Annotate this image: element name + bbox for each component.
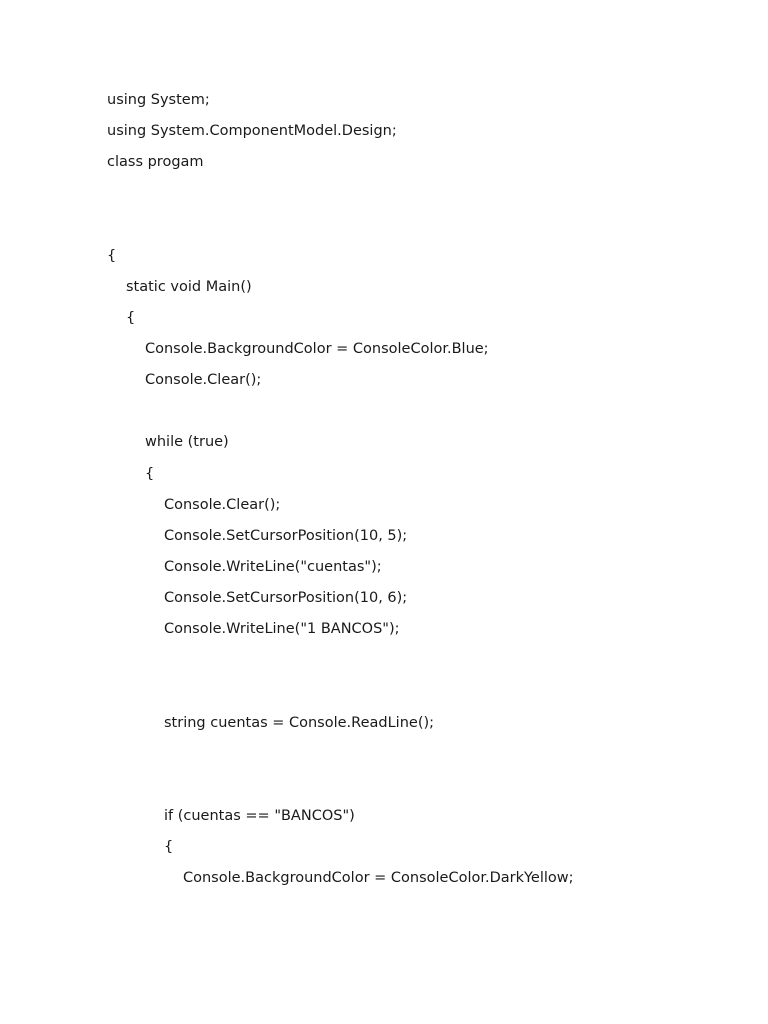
code-line-main-open-brace: { <box>126 310 136 326</box>
code-line-set-cursor-5: Console.SetCursorPosition(10, 5); <box>164 528 408 544</box>
code-line-class-declaration: class progam <box>107 154 204 170</box>
code-line-using-componentmodel: using System.ComponentModel.Design; <box>107 123 397 139</box>
code-line-loop-console-clear: Console.Clear(); <box>164 497 281 513</box>
code-line-if-open-brace: { <box>164 839 174 855</box>
code-line-writeline-bancos: Console.WriteLine("1 BANCOS"); <box>164 621 400 637</box>
code-line-readline: string cuentas = Console.ReadLine(); <box>164 715 435 731</box>
code-line-while-open-brace: { <box>145 466 155 482</box>
code-line-set-cursor-6: Console.SetCursorPosition(10, 6); <box>164 590 408 606</box>
code-line-while-true: while (true) <box>145 434 229 450</box>
code-line-background-blue: Console.BackgroundColor = ConsoleColor.Blue; <box>145 341 489 357</box>
code-line-main-signature: static void Main() <box>126 279 252 295</box>
code-line-using-system: using System; <box>107 92 210 108</box>
code-line-background-darkyellow: Console.BackgroundColor = ConsoleColor.DarkYellow; <box>183 870 574 886</box>
code-line-if-bancos: if (cuentas == "BANCOS") <box>164 808 355 824</box>
code-line-console-clear: Console.Clear(); <box>145 372 262 388</box>
code-line-class-open-brace: { <box>107 248 117 264</box>
code-line-writeline-cuentas: Console.WriteLine("cuentas"); <box>164 559 382 575</box>
